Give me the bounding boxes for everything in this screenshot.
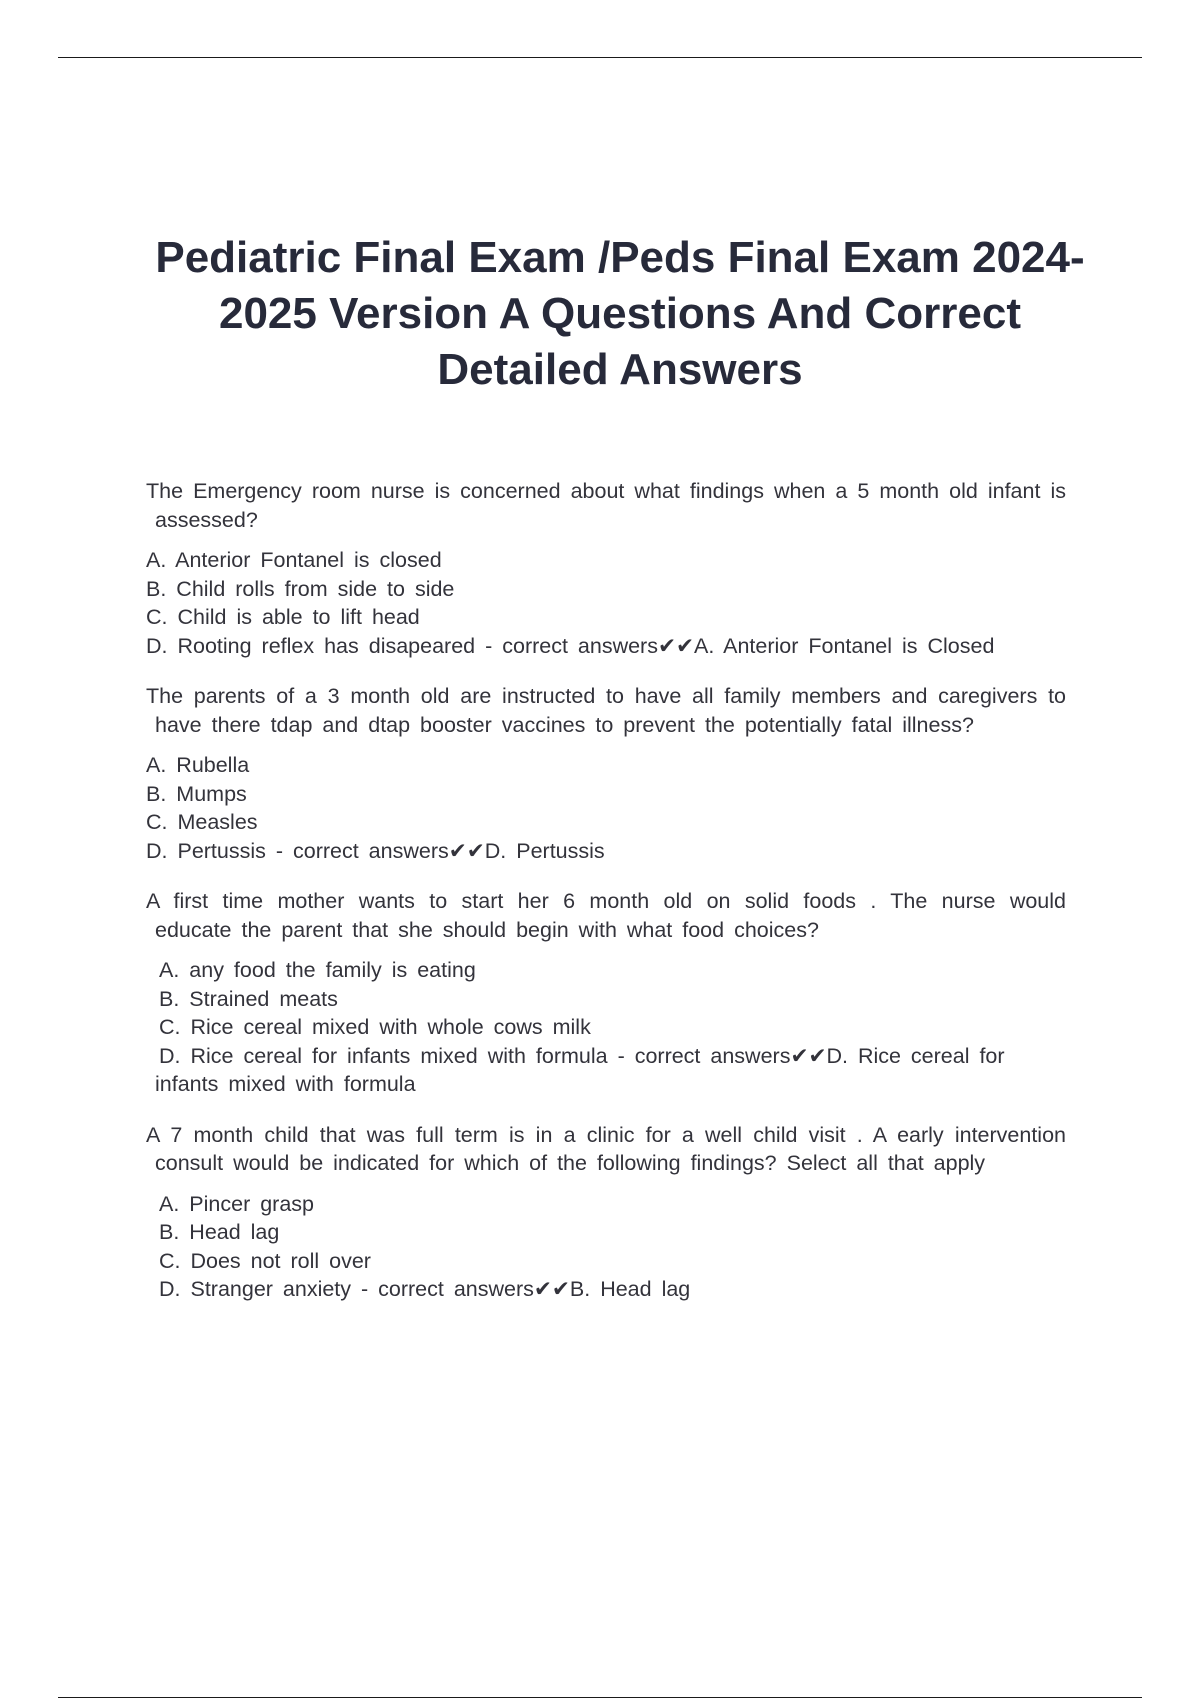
- question-text: The Emergency room nurse is concerned about what findings when a 5 month old infant is assessed?: [146, 479, 1066, 532]
- document-title: Pediatric Final Exam /Peds Final Exam 2024-2025 Version A Questions And Correct Detailed Answers: [155, 233, 1085, 394]
- answer-options: [146, 1190, 1066, 1304]
- answer-option: C. Child is able to lift head: [146, 605, 420, 629]
- answer-option-correct: D. Stranger anxiety - correct answers✔✔B. Head lag: [159, 1277, 691, 1301]
- answer-options: [146, 956, 1066, 1099]
- question-block-4: [146, 1121, 1066, 1304]
- answer-option: C. Rice cereal mixed with whole cows milk: [159, 1015, 591, 1039]
- answer-option: B. Mumps: [146, 781, 247, 806]
- answer-option: A. any food the family is eating: [159, 958, 476, 982]
- question-block-2: [146, 682, 1066, 865]
- answer-options: [146, 751, 1066, 865]
- answer-option: A. Anterior Fontanel is closed: [146, 548, 442, 572]
- answer-option: A. Rubella: [146, 753, 250, 777]
- document-body: [146, 477, 1066, 1326]
- answer-option: B. Child rolls from side to side: [146, 576, 455, 601]
- question-text: A first time mother wants to start her 6 month old on solid foods . The nurse would educate the parent that she should begin with what food choices?: [146, 889, 1066, 942]
- question-text: A 7 month child that was full term is in a clinic for a well child visit . A early intervention consult would be indicated for which of the following findings? Select all that apply: [146, 1122, 1066, 1175]
- answer-option: A. Pincer grasp: [159, 1191, 314, 1216]
- answer-option: C. Does not roll over: [159, 1248, 371, 1273]
- answer-option-correct: D. Rice cereal for infants mixed with formula - correct answers✔✔D. Rice cereal for infants mixed with formula: [155, 1043, 1005, 1096]
- answer-option-correct: D. Pertussis - correct answers✔✔D. Pertussis: [146, 838, 605, 863]
- question-block-1: [146, 477, 1066, 660]
- answer-options: [146, 546, 1066, 660]
- answer-option: C. Measles: [146, 810, 258, 834]
- answer-option: B. Head lag: [159, 1220, 280, 1244]
- question-text: The parents of a 3 month old are instructed to have all family members and caregivers to have there tdap and dtap booster vaccines to prevent the potentially fatal illness?: [146, 684, 1066, 737]
- footer-rule: [58, 1697, 1142, 1698]
- question-block-3: [146, 887, 1066, 1099]
- answer-option: B. Strained meats: [159, 986, 338, 1011]
- header-rule: [58, 57, 1142, 58]
- answer-option-correct: D. Rooting reflex has disapeared - correct answers✔✔A. Anterior Fontanel is Closed: [146, 633, 995, 658]
